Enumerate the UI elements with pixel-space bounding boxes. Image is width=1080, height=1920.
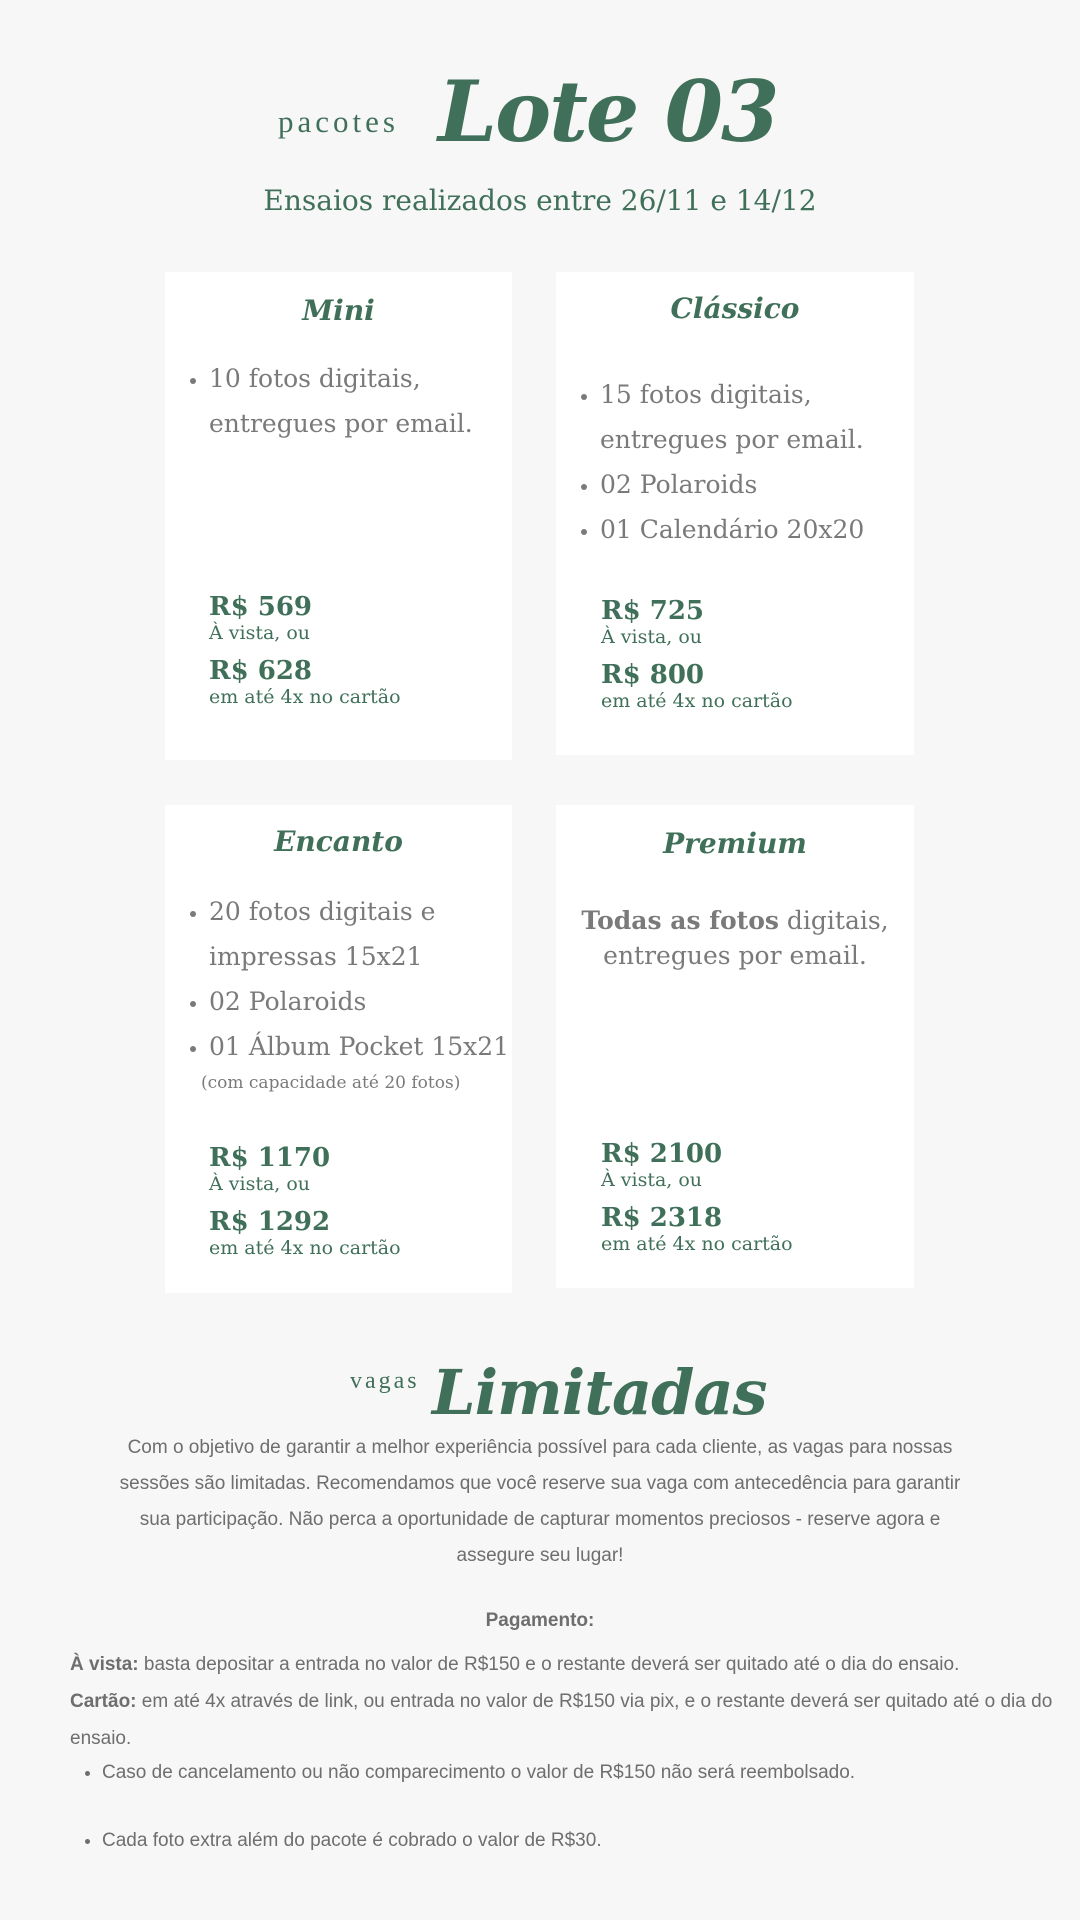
price-card-label: em até 4x no cartão <box>601 1233 793 1255</box>
list-item: • 02 Polaroids <box>600 462 920 507</box>
description-bold: Todas as fotos <box>581 906 779 935</box>
list-item: • 10 fotos digitais, entregues por email. <box>209 356 509 446</box>
price-card: R$ 1292 <box>209 1207 331 1237</box>
payment-cash <box>70 1646 1060 1683</box>
payment-cash-label: À vista: <box>70 1654 139 1675</box>
vagas-title: Limitadas <box>432 1356 767 1429</box>
vagas-text: Com o objetivo de garantir a melhor experiência possível para cada cliente, as vagas para nossas sessões são limitadas. Recomendamos que você reserve sua vaga com antecedência para garantir sua participação. Não perca a oportunidade de capturar momentos preciosos - reserve agora e assegure seu lugar! <box>119 1437 961 1566</box>
price-cash: R$ 1170 <box>209 1143 331 1173</box>
price-card-label: em até 4x no cartão <box>601 690 793 712</box>
list-item: • 01 Calendário 20x20 <box>600 507 920 552</box>
package-card-mini <box>165 272 512 760</box>
page-subtitle: Ensaios realizados entre 26/11 e 14/12 <box>263 184 817 217</box>
price-card: R$ 800 <box>601 660 705 690</box>
price-card: R$ 2318 <box>601 1203 723 1233</box>
price-card-label: em até 4x no cartão <box>209 686 401 708</box>
price-card: R$ 628 <box>209 656 313 686</box>
package-features <box>165 889 529 1069</box>
payment-notes <box>70 1762 855 1852</box>
payment-title: Pagamento: <box>485 1610 595 1631</box>
list-item: • 02 Polaroids <box>209 979 529 1024</box>
package-title: Clássico <box>670 292 800 325</box>
list-item: • 20 fotos digitais e impressas 15x21 <box>209 889 529 979</box>
payment-card <box>70 1683 1060 1757</box>
package-description <box>556 903 914 973</box>
package-features <box>556 372 920 552</box>
description-rest: digitais, <box>778 906 889 935</box>
payment-card-label: Cartão: <box>70 1691 137 1712</box>
price-cash: R$ 569 <box>209 592 313 622</box>
list-item: • Caso de cancelamento ou não comparecimento o valor de R$150 não será reembolsado. <box>102 1762 855 1784</box>
price-cash: R$ 725 <box>601 596 705 626</box>
vagas-eyebrow: vagas <box>350 1368 420 1394</box>
package-title: Premium <box>663 827 807 860</box>
package-card-classico <box>556 272 914 755</box>
description-line <box>556 903 914 938</box>
price-cash-label: À vista, ou <box>601 1169 703 1191</box>
payment-cash-text: basta depositar a entrada no valor de R$150 e o restante deverá ser quitado até o dia do ensaio. <box>138 1654 960 1675</box>
description-line-2: entregues por email. <box>603 941 867 970</box>
package-card-encanto <box>165 805 512 1293</box>
list-item: • Cada foto extra além do pacote é cobrado o valor de R$30. <box>102 1830 855 1852</box>
package-note: (com capacidade até 20 fotos) <box>201 1073 461 1093</box>
price-cash-label: À vista, ou <box>601 626 703 648</box>
package-card-premium <box>556 805 914 1288</box>
header-eyebrow: pacotes <box>278 104 399 139</box>
list-item: • 01 Álbum Pocket 15x21 <box>209 1024 529 1069</box>
page-title: Lote 03 <box>438 62 778 161</box>
price-card-label: em até 4x no cartão <box>209 1237 401 1259</box>
package-features <box>165 356 509 446</box>
price-cash-label: À vista, ou <box>209 622 311 644</box>
price-cash-label: À vista, ou <box>209 1173 311 1195</box>
list-item: • 15 fotos digitais, entregues por email. <box>600 372 920 462</box>
payment-card-text: em até 4x através de link, ou entrada no valor de R$150 via pix, e o restante deverá ser quitado até o dia do ensaio. <box>70 1691 1053 1749</box>
price-cash: R$ 2100 <box>601 1139 723 1169</box>
package-title: Encanto <box>274 825 403 858</box>
package-title: Mini <box>302 294 375 327</box>
